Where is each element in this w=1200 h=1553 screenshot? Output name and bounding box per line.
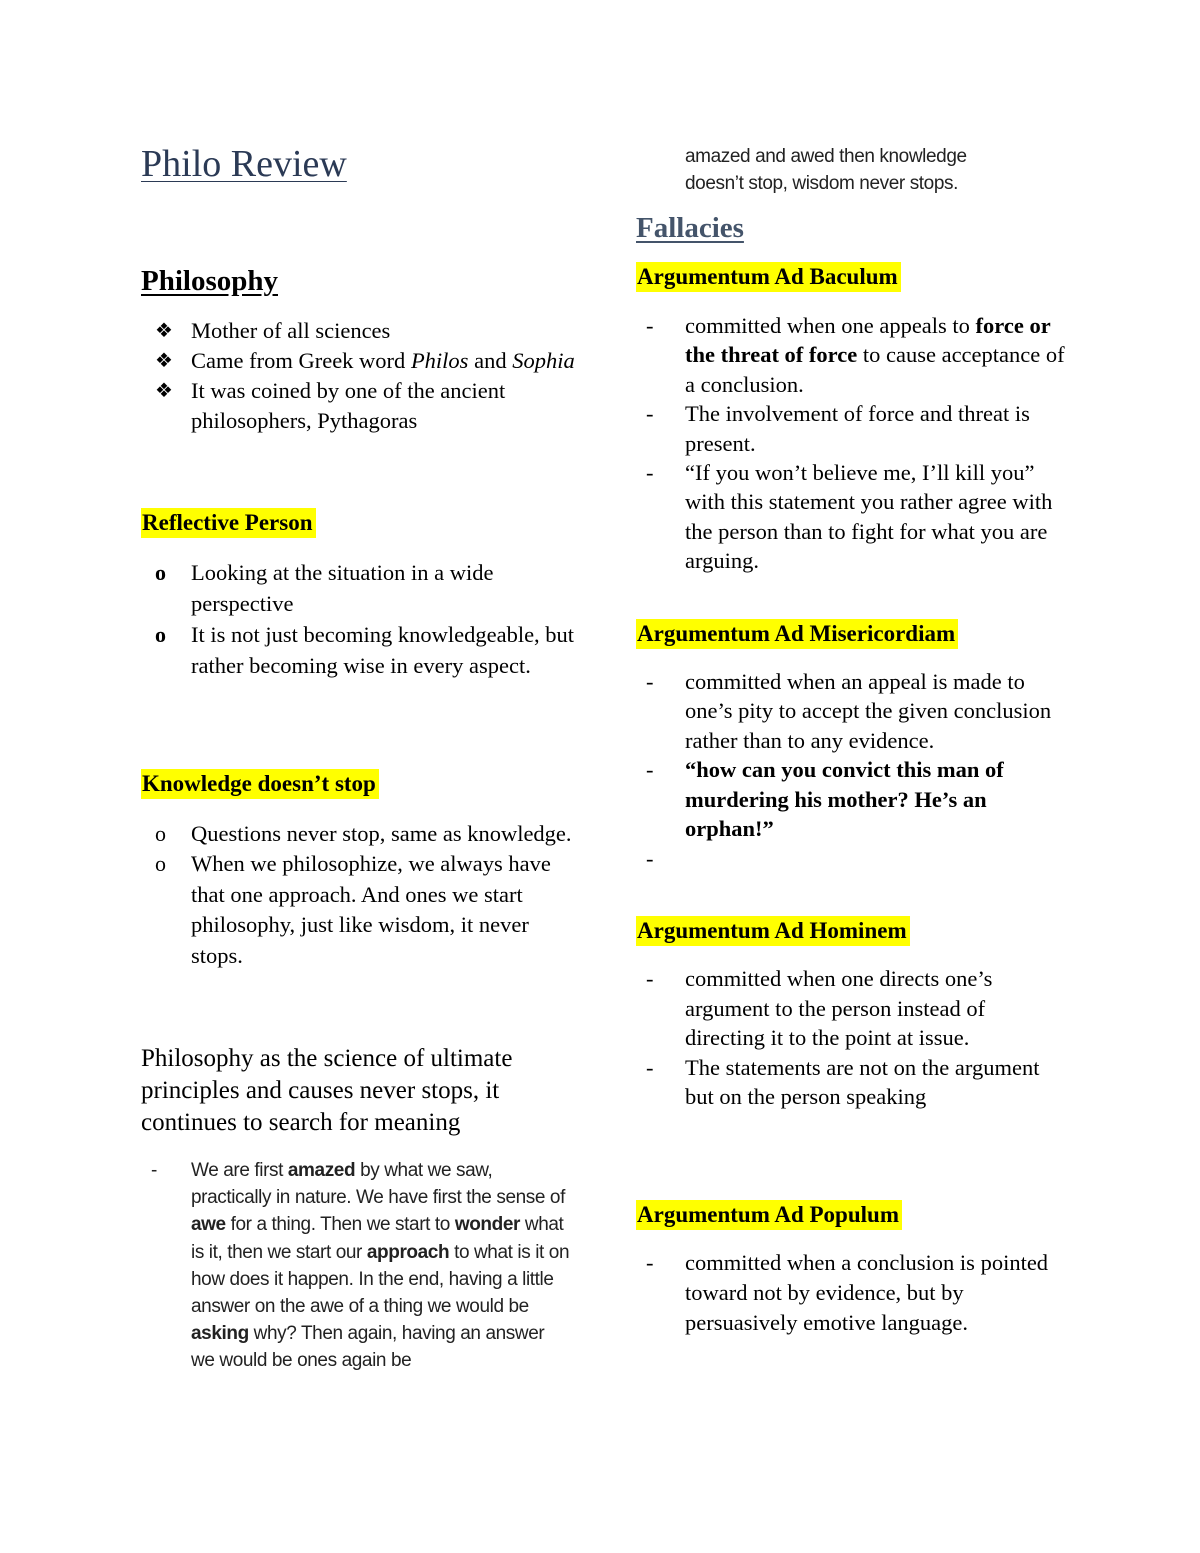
list-item: - committed when one appeals to force or the threat of force to cause acceptance of a conclusion. (646, 313, 1065, 397)
list-item: - “If you won’t believe me, I’ll kill you” with this statement you rather agree with the person than to fight for what you are arguing. (646, 460, 1053, 574)
diamond-bullet-icon: ❖ (155, 320, 173, 342)
heading-philosophy: Philosophy (141, 265, 278, 297)
circle-bullet-icon: o (155, 560, 166, 585)
page-title: Philo Review (141, 143, 347, 185)
circle-bullet-icon: o (155, 821, 166, 846)
list-item: o When we philosophize, we always have that one approach. And ones we start philosophy, just like wisdom, it never stops. (155, 851, 551, 968)
continuation-text: amazed and awed then knowledge doesn’t stop, wisdom never stops. (685, 146, 967, 194)
heading-ad-baculum: Argumentum Ad Baculum (636, 264, 901, 290)
baculum-list (636, 311, 1066, 576)
diamond-bullet-icon: ❖ (155, 350, 173, 372)
list-item: ❖ Mother of all sciences (141, 316, 581, 346)
heading-ad-populum: Argumentum Ad Populum (636, 1202, 902, 1228)
heading-ad-hominem: Argumentum Ad Hominem (636, 918, 910, 944)
list-item (636, 844, 1066, 873)
dash-bullet-icon: - (646, 966, 654, 991)
list-item: - The statements are not on the argument but on the person speaking (646, 1054, 1040, 1110)
science-list (141, 1157, 571, 1375)
heading-reflective-person: Reflective Person (141, 510, 316, 536)
circle-bullet-icon: o (155, 851, 166, 876)
dash-bullet-icon: - (646, 669, 654, 694)
diamond-bullet-icon: ❖ (155, 380, 173, 402)
dash-bullet-icon: - (646, 757, 654, 783)
list-item: ❖ Came from Greek word Philos and Sophia (141, 346, 581, 376)
heading-ad-misericordiam: Argumentum Ad Misericordiam (636, 621, 958, 647)
philosophy-list (141, 316, 581, 436)
list-item: o It is not just becoming knowledgeable, but rather becoming wise in every aspect. (141, 619, 581, 681)
heading-fallacies: Fallacies (636, 212, 744, 244)
list-item: - The involvement of force and threat is present. (646, 401, 1030, 456)
list-item: - committed when one directs one’s argument to the person instead of directing it to the point at issue. (646, 966, 993, 1051)
list-item: ❖ It was coined by one of the ancient philosophers, Pythagoras (155, 378, 506, 433)
dash-bullet-icon: - (646, 1054, 654, 1080)
list-item: o Looking at the situation in a wide perspective (141, 557, 581, 619)
list-item: - We are first amazed by what we saw, practically in nature. We have first the sense of awe for a thing. Then we start to wonder what is it, then we start our approach to what is it on how does it happen. In the end, having a little answer on the awe of a thing we would be asking why? Then again, having an answer we would be ones again be (141, 1157, 571, 1375)
circle-bullet-icon: o (155, 622, 166, 647)
reflective-list (141, 557, 581, 681)
populum-list (636, 1248, 1066, 1338)
dash-bullet-icon: - (646, 401, 654, 427)
list-item: o Questions never stop, same as knowledge. (141, 818, 581, 849)
dash-bullet-icon: - (646, 846, 654, 871)
heading-knowledge-doesnt-stop: Knowledge doesn’t stop (141, 771, 379, 797)
dash-bullet-icon: - (151, 1160, 157, 1181)
dash-bullet-icon: - (646, 313, 654, 338)
hominem-list (636, 964, 1066, 1112)
list-item: - committed when a conclusion is pointed toward not by evidence, but by persuasively emotive language. (646, 1250, 1049, 1335)
misericordiam-list (636, 667, 1066, 873)
science-paragraph: Philosophy as the science of ultimate principles and causes never stops, it continues to search for meaning (141, 1045, 513, 1136)
list-item: - “how can you convict this man of murdering his mother? He’s an orphan!” (646, 757, 1004, 842)
dash-bullet-icon: - (646, 1250, 654, 1275)
list-item: - committed when an appeal is made to one’s pity to accept the given conclusion rather than to any evidence. (646, 669, 1052, 753)
dash-bullet-icon: - (646, 460, 654, 486)
knowledge-list (141, 818, 581, 971)
